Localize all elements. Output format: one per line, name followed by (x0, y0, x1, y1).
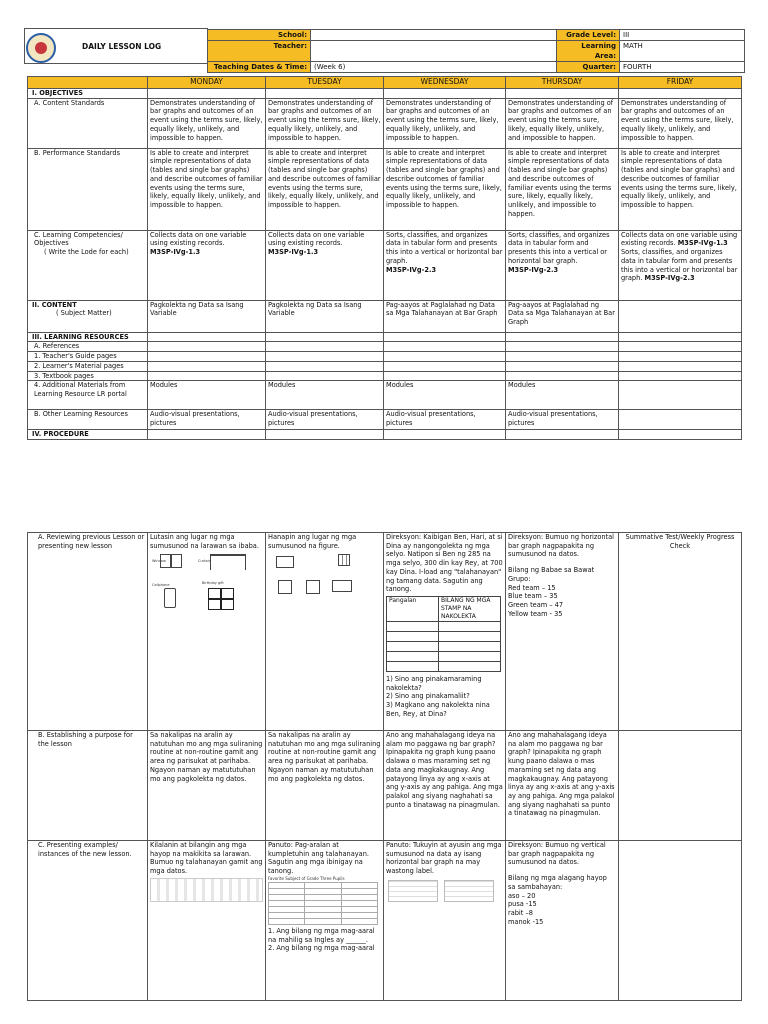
purpose-thu: Ano ang mahahalagang ideya na alam mo paggawa ng bar graph? Ipinapakita ng graph kung paano dalawa o mas maraming set ng data ang magkakaugnay. Ang patayong linya ay ang x-axis at ang y-axis ay ang pahiga. Ang mga palakol ang siyang naghahati sa punto a tinatawag na pinagmulan. (506, 731, 619, 841)
additional-mon: Modules (148, 381, 266, 410)
stamp-table-cell[interactable] (439, 651, 501, 661)
competency-code: M3SP-IVg-1.3 (150, 248, 201, 257)
figure-label: Birthday gift (202, 581, 224, 586)
examples-mon (148, 841, 266, 1001)
document-title: DAILY LESSON LOG (82, 42, 162, 51)
team-data-heading: Bilang ng Babae sa Bawat Grupo: (508, 566, 595, 583)
stamp-table (386, 596, 501, 672)
content-standard-fri: Demonstrates understanding of bar graphs and outcomes of an event using the terms sure, likely, equally likely, unlikely, and impossible to happen. (619, 98, 742, 148)
competencies-sub-label: ( Write the Lode for each) (44, 248, 129, 257)
quarter-label: Quarter: (557, 62, 620, 73)
establishing-purpose-label: B. Establishing a purpose for the lesson (28, 731, 148, 841)
content-wed: Pag-aayos at Paglalahad ng Data sa Mga Talahanayan at Bar Graph (384, 300, 506, 332)
content-mon: Pagkolekta ng Data sa Isang Variable (148, 300, 266, 332)
examples-tue (266, 841, 384, 1001)
quarter-value[interactable]: FOURTH (620, 62, 745, 73)
header-info-grid (207, 29, 745, 73)
reviewing-thu-text: Direksyon: Bumuo ng horizontal bar graph nagpapakita ng sumusunod na datos. (508, 533, 615, 559)
additional-wed: Modules (384, 381, 506, 410)
competency-code: M3SP-IVg-2.3 (386, 265, 437, 274)
additional-tue: Modules (266, 381, 384, 410)
figure-label: Window (152, 559, 166, 564)
team-data-item: Green team – 47 (508, 600, 564, 609)
content-standard-tue: Demonstrates understanding of bar graphs and outcomes of an event using the terms sure, likely, equally likely, unlikely, and impossible to happen. (266, 98, 384, 148)
day-header-monday: MONDAY (148, 77, 266, 89)
corner-cell (28, 77, 148, 89)
additional-thu: Modules (506, 381, 619, 410)
question-item: 2) Sino ang pinakamaliit? (386, 692, 470, 701)
examples-mon-text: Kilalanin at bilangin ang mga hayop na makikita sa larawan. Bumuo ng talahanayan gamit ang mga datos. (150, 841, 263, 876)
additional-materials-label: 4. Additional Materials from Learning Resource LR portal (28, 381, 148, 410)
performance-standard-mon: Is able to create and interpret simple representations of data (tables and single bar graphs) and describe outcomes of familiar events using the terms sure, likely, equally likely, unlikely, and impossible to happen. (148, 148, 266, 230)
school-field[interactable] (311, 30, 557, 41)
competencies-label-text: C. Learning Competencies/ Objectives (34, 230, 123, 248)
pets-data-item: manok -15 (508, 917, 544, 926)
day-header-tuesday: TUESDAY (266, 77, 384, 89)
additional-fri (619, 381, 742, 410)
content-standards-label: A. Content Standards (28, 98, 148, 148)
team-data-item: Yellow team - 35 (508, 609, 563, 618)
teaching-dates-field[interactable]: (Week 6) (311, 62, 557, 73)
examples-wed-text: Panuto: Tukuyin at ayusin ang mga sumusunod na data ay isang horizontal bar graph na may wastong label. (386, 841, 502, 876)
other-wed: Audio-visual presentations, pictures (384, 410, 506, 430)
team-data-item: Red team – 15 (508, 583, 556, 592)
pets-data-item: aso – 20 (508, 891, 536, 900)
reviewing-wed (384, 533, 506, 731)
pets-data-item: pusa -15 (508, 900, 537, 909)
subject-tally-table (268, 882, 378, 925)
presenting-examples-label: C. Presenting examples/ instances of the new lesson. (28, 841, 148, 1001)
stamp-table-cell[interactable] (439, 621, 501, 631)
stamp-table-cell[interactable] (387, 651, 439, 661)
references-label: A. References (28, 342, 148, 352)
team-data-item: Blue team – 35 (508, 592, 558, 601)
other-thu: Audio-visual presentations, pictures (506, 410, 619, 430)
competency-fri: Collects data on one variable using existing records. M3SP-IVg-1.3 Sorts, classifies, and organizes data in tabular form and presents this into a vertical or horizontal bar graph. M3SP-IVg-2.3 (619, 230, 742, 300)
area-figures-illustration (150, 552, 263, 632)
content-fri (619, 300, 742, 332)
stamp-table-cell[interactable] (387, 661, 439, 671)
figure-label: Curtain (198, 559, 211, 564)
teacher-field[interactable] (311, 41, 557, 62)
learning-area-value[interactable]: MATH (620, 41, 745, 62)
content-tue: Pagkolekta ng Data sa Isang Variable (266, 300, 384, 332)
curtain-icon (210, 554, 246, 570)
procedure-heading: IV. PROCEDURE (28, 430, 148, 440)
reviewing-mon-text: Lutasin ang lugar ng mga sumusunod na larawan sa ibaba. (150, 533, 259, 550)
purpose-tue: Sa nakalipas na aralin ay natutuhan mo ang mga suliraning routine at non-routine gamit ang area ng parisukat at parihaba. Ngayon naman ay matututuhan mo ang pagkolekta ng datos. (266, 731, 384, 841)
reviewing-tue (266, 533, 384, 731)
competency-tue: Collects data on one variable using existing records. M3SP-IVg-1.3 (266, 230, 384, 300)
day-header-thursday: THURSDAY (506, 77, 619, 89)
purpose-fri (619, 731, 742, 841)
rectangle-figure-icon (276, 556, 294, 568)
textbook-label: 3. Textbook pages (28, 371, 148, 381)
other-resources-label: B. Other Learning Resources (28, 410, 148, 430)
learners-material-label: 2. Learner's Material pages (28, 361, 148, 371)
stamp-table-cell[interactable] (439, 641, 501, 651)
learning-resources-heading: III. LEARNING RESOURCES (28, 332, 148, 342)
deped-seal-logo (26, 33, 56, 63)
learning-area-label: Learning Area: (557, 41, 620, 62)
day-header-wednesday: WEDNESDAY (384, 77, 506, 89)
rectangle-figure-icon (332, 580, 352, 592)
purpose-wed: Ano ang mahahalagang ideya na alam mo paggawa ng bar graph? Ipinapakita ng graph kung paano dalawa o mas maraming set ng data ang magkakaugnay. Ang patayong linya ay ang x-axis at ang y-axis ay ang pahiga. Ang mga palakol ang siyang naghahati sa punto a tinatawag na pinagmulan. (384, 731, 506, 841)
reviewing-thu (506, 533, 619, 731)
competency-wed: Sorts, classifies, and organizes data in tabular form and presents this into a vertical or horizontal bar graph. M3SP-IVg-2.3 (384, 230, 506, 300)
shapes-illustration (268, 552, 381, 612)
question-item: 1) Sino ang pinakamaraming nakolekta? (386, 674, 482, 692)
pets-data-item: rabit –8 (508, 908, 533, 917)
competency-code: M3SP-IVg-1.3 (268, 248, 319, 257)
grade-level-value[interactable]: III (620, 30, 745, 41)
stamp-table-header-count: BILANG NG MGA STAMP NA NAKOLEKTA (439, 596, 501, 621)
competency-code: M3SP-IVg-2.3 (508, 265, 559, 274)
question-item: 1. Ang bilang ng mga mag-aaral na mahilig sa Ingles ay ______. (268, 926, 375, 944)
examples-thu-text: Direksyon: Bumuo ng vertical bar graph nagpapakita ng sumusunod na datos. (508, 841, 606, 867)
purpose-mon: Sa nakalipas na aralin ay natutuhan mo ang mga suliraning routine at non-routine gamit ang area ng parisukat at parihaba. Ngayon naman ay matututuhan mo ang pagkolekta ng datos. (148, 731, 266, 841)
objectives-heading: I. OBJECTIVES (28, 89, 148, 99)
stamp-table-cell[interactable] (387, 631, 439, 641)
learning-competencies-label (28, 230, 148, 300)
pets-data-heading: Bilang ng mga alagang hayop sa sambahayan: (508, 874, 607, 891)
question-item: 2. Ang bilang ng mga mag-aaral (268, 944, 375, 953)
phone-icon (164, 588, 176, 608)
content-standard-wed: Demonstrates understanding of bar graphs and outcomes of an event using the terms sure, likely, equally likely, unlikely, and impossible to happen. (384, 98, 506, 148)
day-header-friday: FRIDAY (619, 77, 742, 89)
content-label: II. CONTENT ( Subject Matter) (28, 300, 148, 332)
examples-tue-text: Panuto: Pag-aralan at kumpletuhin ang talahanayan. Sagutin ang mga ibinigay na tanong. (268, 841, 369, 876)
grid-figure-icon (338, 554, 350, 566)
teachers-guide-label: 1. Teacher's Guide pages (28, 352, 148, 362)
data-sheets-illustration (386, 878, 503, 904)
stamp-table-cell[interactable] (439, 631, 501, 641)
performance-standard-tue: Is able to create and interpret simple representations of data (tables and single bar graphs) and describe outcomes of familiar events using the terms sure, likely, equally likely, unlikely, and impossible to happen. (266, 148, 384, 230)
content-standard-thu: Demonstrates understanding of bar graphs and outcomes of an event using the terms sure, likely, equally likely, unlikely, and impossible to happen. (506, 98, 619, 148)
grade-level-label: Grade Level: (557, 30, 620, 41)
teacher-label: Teacher: (208, 41, 311, 62)
reviewing-mon (148, 533, 266, 731)
window-pane-icon (170, 554, 172, 568)
competency-mon: Collects data on one variable using existing records. M3SP-IVg-1.3 (148, 230, 266, 300)
square-figure-icon (306, 580, 320, 594)
reviewing-tue-text: Hanapin ang lugar ng mga sumusunod na figure. (268, 533, 357, 550)
reviewing-wed-text: Direksyon: Kaibigan Ben, Hari, at si Dina ay nangongolekta ng mga selyo. Natipon si Ben ng 285 na mga selyo, 300 din kay Rey, at 700 kay Dina. I-load ang "talahanayan" ng tamang data. Sagutin ang tanong. (386, 533, 503, 594)
subject-table-title: Favorite Subject of Grade Three Pupils (268, 875, 345, 881)
animals-picture (150, 878, 263, 902)
performance-standard-thu: Is able to create and interpret simple representations of data (tables and single bar graphs) and describe outcomes of familiar events using the terms sure, likely, equally likely, unlikely, and impossible to happen. (506, 148, 619, 230)
performance-standards-label: B. Performance Standards (28, 148, 148, 230)
content-standard-mon: Demonstrates understanding of bar graphs and outcomes of an event using the terms sure, likely, equally likely, unlikely, and impossible to happen. (148, 98, 266, 148)
lesson-plan-table-part1 (27, 76, 742, 440)
competency-thu: Sorts, classifies, and organizes data in tabular form and presents this into a vertical or horizontal bar graph. M3SP-IVg-2.3 (506, 230, 619, 300)
content-thu: Pag-aayos at Paglalahad ng Data sa Mga Talahanayan at Bar Graph (506, 300, 619, 332)
reviewing-lesson-label: A. Reviewing previous Lesson or presenting new lesson (28, 533, 148, 731)
examples-wed (384, 841, 506, 1001)
school-label: School: (208, 30, 311, 41)
question-item: 3) Magkano ang nakolekta nina Ben, Rey, at Dina? (386, 701, 490, 718)
teaching-dates-label: Teaching Dates & Time: (208, 62, 311, 73)
square-figure-icon (278, 580, 292, 594)
performance-standard-fri: Is able to create and interpret simple representations of data (tables and single bar graphs) and describe outcomes of familiar events using the terms sure, likely, equally likely, unlikely, and impossible to happen. (619, 148, 742, 230)
performance-standard-wed: Is able to create and interpret simple representations of data (tables and single bar graphs) and describe outcomes of familiar events using the terms sure, likely, equally likely, unlikely, and impossible to happen. (384, 148, 506, 230)
other-tue: Audio-visual presentations, pictures (266, 410, 384, 430)
stamp-table-cell[interactable] (387, 621, 439, 631)
stamp-table-cell[interactable] (439, 661, 501, 671)
examples-fri (619, 841, 742, 1001)
figure-label: Cellphone (152, 583, 170, 588)
other-mon: Audio-visual presentations, pictures (148, 410, 266, 430)
reviewing-fri: Summative Test/Weekly Progress Check (619, 533, 742, 731)
stamp-table-header-name: Pangalan (387, 596, 439, 621)
stamp-table-cell[interactable] (387, 641, 439, 651)
examples-thu (506, 841, 619, 1001)
other-fri (619, 410, 742, 430)
lesson-plan-table-part2 (27, 532, 742, 1001)
